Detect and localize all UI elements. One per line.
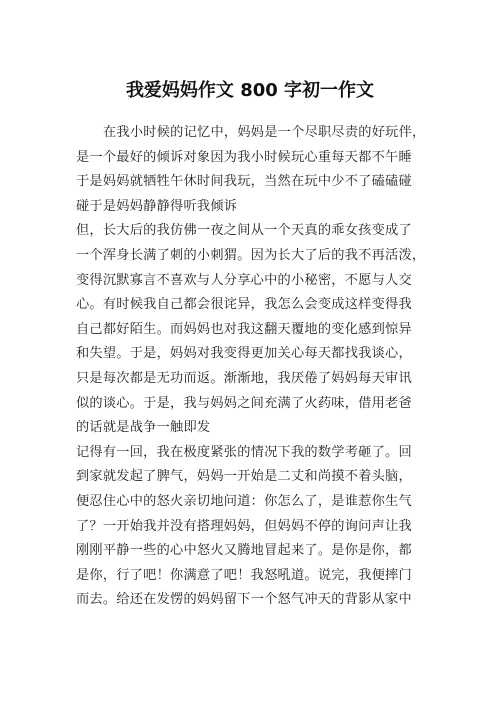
essay-body xyxy=(76,121,436,613)
text-line: 碰于是妈妈静静得听我倾诉 xyxy=(76,198,238,214)
text-line: 自己都好陌生。而妈妈也对我这翻天覆地的变化感到惊异 xyxy=(76,321,412,337)
text-line: 是你，行了吧！你满意了吧！我怒吼道。说完，我便摔门 xyxy=(76,567,412,583)
text-line: 便忍住心中的怒火亲切地问道：你怎么了，是谁惹你生气 xyxy=(76,493,412,509)
text-line: 是一个最好的倾诉对象因为我小时候玩心重每天都不午睡 xyxy=(76,149,412,165)
text-line: 一个浑身长满了刺的小刺猬。因为长大了后的我不再活泼， xyxy=(76,247,426,263)
text-line: 的话就是战争一触即发 xyxy=(76,420,211,436)
text-line: 而去。给还在发愣的妈妈留下一个怒气冲天的背影从家中 xyxy=(76,592,412,608)
page-title: 我爱妈妈作文 800 字初一作文 xyxy=(125,80,375,101)
text-line: 变得沉默寡言不喜欢与人分享心中的小秘密，不愿与人交 xyxy=(76,272,412,288)
text-line: 和失望。于是，妈妈对我变得更加关心每天都找我谈心， xyxy=(76,346,412,362)
text-line: 记得有一回，我在极度紧张的情况下我的数学考砸了。回 xyxy=(76,444,412,460)
text-line: 在我小时候的记忆中，妈妈是一个尽职尽责的好玩伴， xyxy=(103,125,426,140)
text-line: 到家就发起了脾气，妈妈一开始是二丈和尚摸不着头脑， xyxy=(76,469,412,485)
text-line: 心。有时候我自己都会很诧异，我怎么会变成这样变得我 xyxy=(76,297,412,313)
text-line: 似的谈心。于是，我与妈妈之间充满了火药味，借用老爸 xyxy=(76,395,412,411)
text-line: 但，长大后的我仿佛一夜之间从一个天真的乖女孩变成了 xyxy=(76,223,412,239)
text-line: 只是每次都是无功而返。渐渐地，我厌倦了妈妈每天审讯 xyxy=(76,370,412,386)
text-line: 了？一开始我并没有搭理妈妈，但妈妈不停的询问声让我 xyxy=(76,518,412,534)
text-line: 刚刚平静一些的心中怒火又腾地冒起来了。是你是你，都 xyxy=(76,543,412,559)
text-line: 于是妈妈就牺牲午休时间我玩，当然在玩中少不了磕磕碰 xyxy=(76,174,412,190)
